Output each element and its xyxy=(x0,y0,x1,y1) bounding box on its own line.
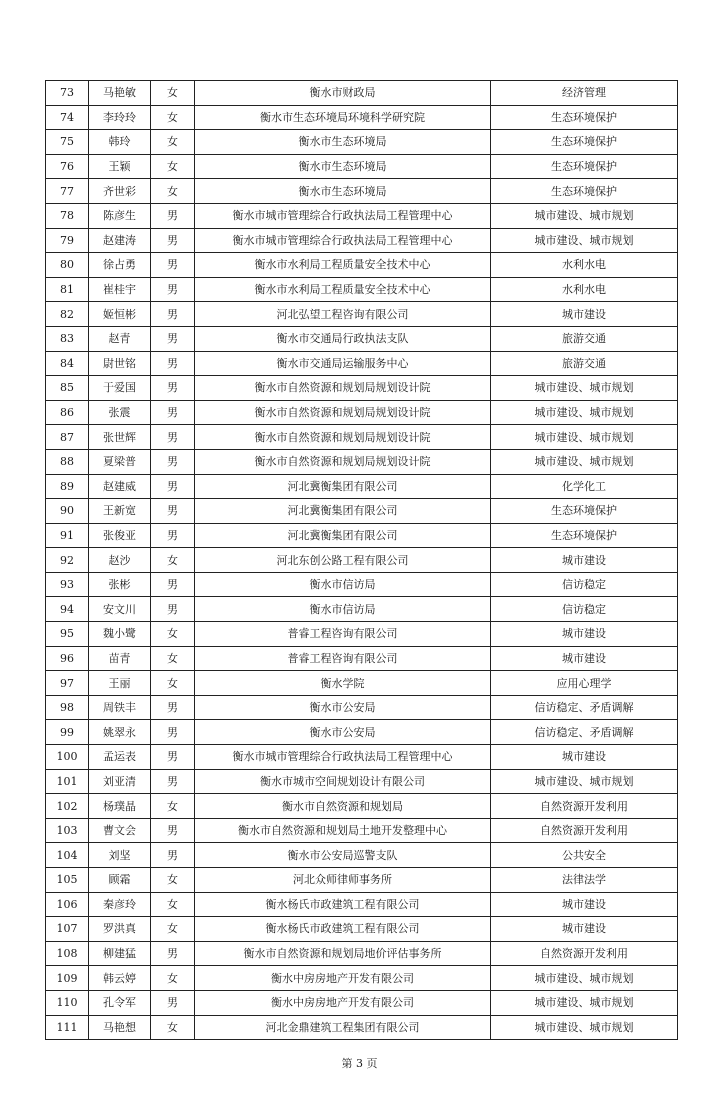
name-cell: 柳建猛 xyxy=(89,941,151,966)
gender-cell: 男 xyxy=(151,572,195,597)
gender-cell: 男 xyxy=(151,745,195,770)
table-row xyxy=(46,966,678,991)
gender-cell: 男 xyxy=(151,941,195,966)
organization-cell: 衡水市生态环境局 xyxy=(195,179,491,204)
name-cell: 尉世铭 xyxy=(89,351,151,376)
specialty-cell: 生态环境保护 xyxy=(491,154,678,179)
gender-cell: 男 xyxy=(151,449,195,474)
name-cell: 孔令军 xyxy=(89,990,151,1015)
organization-cell: 衡水市公安局巡警支队 xyxy=(195,843,491,868)
row-number-cell: 106 xyxy=(46,892,89,917)
specialty-cell: 旅游交通 xyxy=(491,326,678,351)
table-row xyxy=(46,622,678,647)
name-cell: 夏梁普 xyxy=(89,449,151,474)
gender-cell: 男 xyxy=(151,253,195,278)
name-cell: 齐世彩 xyxy=(89,179,151,204)
name-cell: 崔桂宇 xyxy=(89,277,151,302)
specialty-cell: 水利水电 xyxy=(491,277,678,302)
organization-cell: 衡水市财政局 xyxy=(195,81,491,106)
gender-cell: 男 xyxy=(151,990,195,1015)
specialty-cell: 自然资源开发利用 xyxy=(491,818,678,843)
gender-cell: 男 xyxy=(151,843,195,868)
name-cell: 徐占勇 xyxy=(89,253,151,278)
page-number: 第 3 页 xyxy=(341,1057,378,1070)
organization-cell: 衡水市城市管理综合行政执法局工程管理中心 xyxy=(195,203,491,228)
specialty-cell: 城市建设、城市规划 xyxy=(491,228,678,253)
row-number-cell: 81 xyxy=(46,277,89,302)
organization-cell: 衡水市水利局工程质量安全技术中心 xyxy=(195,277,491,302)
row-number-cell: 104 xyxy=(46,843,89,868)
specialty-cell: 城市建设、城市规划 xyxy=(491,400,678,425)
organization-cell: 普睿工程咨询有限公司 xyxy=(195,622,491,647)
organization-cell: 衡水市信访局 xyxy=(195,572,491,597)
organization-cell: 衡水市信访局 xyxy=(195,597,491,622)
specialty-cell: 化学化工 xyxy=(491,474,678,499)
name-cell: 魏小鹭 xyxy=(89,622,151,647)
organization-cell: 衡水市水利局工程质量安全技术中心 xyxy=(195,253,491,278)
table-row xyxy=(46,769,678,794)
specialty-cell: 自然资源开发利用 xyxy=(491,794,678,819)
name-cell: 刘亚清 xyxy=(89,769,151,794)
row-number-cell: 73 xyxy=(46,81,89,106)
specialty-cell: 生态环境保护 xyxy=(491,130,678,155)
table-row xyxy=(46,449,678,474)
specialty-cell: 生态环境保护 xyxy=(491,499,678,524)
table-row xyxy=(46,154,678,179)
organization-cell: 衡水杨氏市政建筑工程有限公司 xyxy=(195,917,491,942)
name-cell: 苗青 xyxy=(89,646,151,671)
gender-cell: 女 xyxy=(151,622,195,647)
row-number-cell: 102 xyxy=(46,794,89,819)
row-number-cell: 111 xyxy=(46,1015,89,1040)
specialty-cell: 经济管理 xyxy=(491,81,678,106)
table-row xyxy=(46,253,678,278)
gender-cell: 男 xyxy=(151,597,195,622)
row-number-cell: 78 xyxy=(46,203,89,228)
table-row xyxy=(46,130,678,155)
name-cell: 安文川 xyxy=(89,597,151,622)
organization-cell: 衡水市城市空间规划设计有限公司 xyxy=(195,769,491,794)
organization-cell: 衡水市自然资源和规划局规划设计院 xyxy=(195,400,491,425)
specialty-cell: 城市建设、城市规划 xyxy=(491,769,678,794)
gender-cell: 男 xyxy=(151,769,195,794)
specialty-cell: 城市建设 xyxy=(491,622,678,647)
name-cell: 张彬 xyxy=(89,572,151,597)
specialty-cell: 城市建设 xyxy=(491,745,678,770)
name-cell: 赵沙 xyxy=(89,548,151,573)
row-number-cell: 79 xyxy=(46,228,89,253)
organization-cell: 衡水市交通局运输服务中心 xyxy=(195,351,491,376)
organization-cell: 衡水市自然资源和规划局 xyxy=(195,794,491,819)
specialty-cell: 应用心理学 xyxy=(491,671,678,696)
row-number-cell: 86 xyxy=(46,400,89,425)
organization-cell: 衡水中房房地产开发有限公司 xyxy=(195,990,491,1015)
row-number-cell: 103 xyxy=(46,818,89,843)
organization-cell: 衡水市自然资源和规划局规划设计院 xyxy=(195,376,491,401)
specialty-cell: 城市建设 xyxy=(491,548,678,573)
table-row xyxy=(46,302,678,327)
organization-cell: 衡水市公安局 xyxy=(195,695,491,720)
specialty-cell: 旅游交通 xyxy=(491,351,678,376)
gender-cell: 男 xyxy=(151,376,195,401)
row-number-cell: 98 xyxy=(46,695,89,720)
table-row xyxy=(46,425,678,450)
name-cell: 刘坚 xyxy=(89,843,151,868)
row-number-cell: 91 xyxy=(46,523,89,548)
gender-cell: 女 xyxy=(151,81,195,106)
row-number-cell: 97 xyxy=(46,671,89,696)
gender-cell: 女 xyxy=(151,868,195,893)
specialty-cell: 自然资源开发利用 xyxy=(491,941,678,966)
gender-cell: 男 xyxy=(151,695,195,720)
gender-cell: 女 xyxy=(151,105,195,130)
gender-cell: 男 xyxy=(151,499,195,524)
specialty-cell: 生态环境保护 xyxy=(491,105,678,130)
row-number-cell: 88 xyxy=(46,449,89,474)
name-cell: 赵建涛 xyxy=(89,228,151,253)
name-cell: 曹文会 xyxy=(89,818,151,843)
gender-cell: 女 xyxy=(151,154,195,179)
organization-cell: 河北众师律师事务所 xyxy=(195,868,491,893)
row-number-cell: 89 xyxy=(46,474,89,499)
organization-cell: 衡水市城市管理综合行政执法局工程管理中心 xyxy=(195,745,491,770)
name-cell: 周铁丰 xyxy=(89,695,151,720)
specialty-cell: 城市建设、城市规划 xyxy=(491,966,678,991)
name-cell: 姚翠永 xyxy=(89,720,151,745)
specialty-cell: 城市建设 xyxy=(491,892,678,917)
organization-cell: 衡水学院 xyxy=(195,671,491,696)
row-number-cell: 110 xyxy=(46,990,89,1015)
specialty-cell: 城市建设、城市规划 xyxy=(491,990,678,1015)
table-row xyxy=(46,843,678,868)
row-number-cell: 99 xyxy=(46,720,89,745)
row-number-cell: 82 xyxy=(46,302,89,327)
gender-cell: 女 xyxy=(151,892,195,917)
specialty-cell: 城市建设、城市规划 xyxy=(491,1015,678,1040)
gender-cell: 男 xyxy=(151,523,195,548)
gender-cell: 男 xyxy=(151,400,195,425)
row-number-cell: 83 xyxy=(46,326,89,351)
name-cell: 李玲玲 xyxy=(89,105,151,130)
table-row xyxy=(46,203,678,228)
table-row xyxy=(46,548,678,573)
table-row xyxy=(46,400,678,425)
table-row xyxy=(46,745,678,770)
organization-cell: 衡水中房房地产开发有限公司 xyxy=(195,966,491,991)
organization-cell: 衡水市公安局 xyxy=(195,720,491,745)
gender-cell: 男 xyxy=(151,277,195,302)
gender-cell: 男 xyxy=(151,302,195,327)
table-row xyxy=(46,1015,678,1040)
specialty-cell: 城市建设、城市规划 xyxy=(491,376,678,401)
specialty-cell: 水利水电 xyxy=(491,253,678,278)
row-number-cell: 90 xyxy=(46,499,89,524)
organization-cell: 衡水市城市管理综合行政执法局工程管理中心 xyxy=(195,228,491,253)
name-cell: 姬恒彬 xyxy=(89,302,151,327)
row-number-cell: 77 xyxy=(46,179,89,204)
table-row xyxy=(46,990,678,1015)
organization-cell: 衡水市生态环境局环境科学研究院 xyxy=(195,105,491,130)
row-number-cell: 105 xyxy=(46,868,89,893)
row-number-cell: 92 xyxy=(46,548,89,573)
row-number-cell: 74 xyxy=(46,105,89,130)
row-number-cell: 75 xyxy=(46,130,89,155)
name-cell: 杨璞晶 xyxy=(89,794,151,819)
specialty-cell: 城市建设 xyxy=(491,302,678,327)
organization-cell: 衡水杨氏市政建筑工程有限公司 xyxy=(195,892,491,917)
specialty-cell: 生态环境保护 xyxy=(491,523,678,548)
specialty-cell: 信访稳定、矛盾调解 xyxy=(491,720,678,745)
table-row xyxy=(46,474,678,499)
specialty-cell: 信访稳定、矛盾调解 xyxy=(491,695,678,720)
table-row xyxy=(46,523,678,548)
row-number-cell: 107 xyxy=(46,917,89,942)
table-row xyxy=(46,105,678,130)
name-cell: 赵建威 xyxy=(89,474,151,499)
specialty-cell: 信访稳定 xyxy=(491,597,678,622)
name-cell: 韩玲 xyxy=(89,130,151,155)
specialty-cell: 法律法学 xyxy=(491,868,678,893)
gender-cell: 女 xyxy=(151,794,195,819)
name-cell: 张震 xyxy=(89,400,151,425)
table-row xyxy=(46,499,678,524)
organization-cell: 衡水市自然资源和规划局规划设计院 xyxy=(195,425,491,450)
name-cell: 王丽 xyxy=(89,671,151,696)
gender-cell: 女 xyxy=(151,671,195,696)
gender-cell: 女 xyxy=(151,917,195,942)
organization-cell: 衡水市自然资源和规划局规划设计院 xyxy=(195,449,491,474)
row-number-cell: 76 xyxy=(46,154,89,179)
row-number-cell: 108 xyxy=(46,941,89,966)
name-cell: 孟运表 xyxy=(89,745,151,770)
table-row xyxy=(46,695,678,720)
table-row xyxy=(46,597,678,622)
organization-cell: 衡水市交通局行政执法支队 xyxy=(195,326,491,351)
row-number-cell: 85 xyxy=(46,376,89,401)
name-cell: 秦彦玲 xyxy=(89,892,151,917)
specialty-cell: 城市建设、城市规划 xyxy=(491,449,678,474)
table-row xyxy=(46,892,678,917)
table-row xyxy=(46,326,678,351)
name-cell: 张世辉 xyxy=(89,425,151,450)
specialty-cell: 公共安全 xyxy=(491,843,678,868)
row-number-cell: 87 xyxy=(46,425,89,450)
name-cell: 张俊亚 xyxy=(89,523,151,548)
row-number-cell: 95 xyxy=(46,622,89,647)
expert-roster-table xyxy=(45,80,678,1040)
specialty-cell: 城市建设、城市规划 xyxy=(491,425,678,450)
organization-cell: 河北金鼎建筑工程集团有限公司 xyxy=(195,1015,491,1040)
gender-cell: 女 xyxy=(151,179,195,204)
organization-cell: 衡水市自然资源和规划局土地开发整理中心 xyxy=(195,818,491,843)
table-row xyxy=(46,720,678,745)
gender-cell: 男 xyxy=(151,474,195,499)
row-number-cell: 96 xyxy=(46,646,89,671)
table-row xyxy=(46,376,678,401)
roster-body xyxy=(46,81,678,1040)
table-row xyxy=(46,228,678,253)
table-row xyxy=(46,818,678,843)
table-row xyxy=(46,917,678,942)
table-row xyxy=(46,868,678,893)
specialty-cell: 信访稳定 xyxy=(491,572,678,597)
name-cell: 韩云婷 xyxy=(89,966,151,991)
table-row xyxy=(46,351,678,376)
organization-cell: 普睿工程咨询有限公司 xyxy=(195,646,491,671)
row-number-cell: 100 xyxy=(46,745,89,770)
organization-cell: 河北冀衡集团有限公司 xyxy=(195,499,491,524)
name-cell: 赵青 xyxy=(89,326,151,351)
gender-cell: 男 xyxy=(151,228,195,253)
gender-cell: 女 xyxy=(151,646,195,671)
gender-cell: 男 xyxy=(151,326,195,351)
gender-cell: 男 xyxy=(151,720,195,745)
specialty-cell: 城市建设、城市规划 xyxy=(491,203,678,228)
organization-cell: 河北弘望工程咨询有限公司 xyxy=(195,302,491,327)
row-number-cell: 109 xyxy=(46,966,89,991)
name-cell: 陈彦生 xyxy=(89,203,151,228)
row-number-cell: 94 xyxy=(46,597,89,622)
name-cell: 马艳想 xyxy=(89,1015,151,1040)
name-cell: 罗洪真 xyxy=(89,917,151,942)
table-row xyxy=(46,572,678,597)
gender-cell: 女 xyxy=(151,1015,195,1040)
organization-cell: 衡水市自然资源和规划局地价评估事务所 xyxy=(195,941,491,966)
organization-cell: 河北冀衡集团有限公司 xyxy=(195,523,491,548)
table-row xyxy=(46,179,678,204)
name-cell: 于爱国 xyxy=(89,376,151,401)
organization-cell: 河北冀衡集团有限公司 xyxy=(195,474,491,499)
gender-cell: 男 xyxy=(151,818,195,843)
gender-cell: 男 xyxy=(151,351,195,376)
table-row xyxy=(46,646,678,671)
table-row xyxy=(46,671,678,696)
table-row xyxy=(46,277,678,302)
row-number-cell: 101 xyxy=(46,769,89,794)
specialty-cell: 城市建设 xyxy=(491,646,678,671)
table-row xyxy=(46,794,678,819)
gender-cell: 男 xyxy=(151,203,195,228)
name-cell: 顾霜 xyxy=(89,868,151,893)
table-row xyxy=(46,81,678,106)
organization-cell: 衡水市生态环境局 xyxy=(195,130,491,155)
row-number-cell: 84 xyxy=(46,351,89,376)
row-number-cell: 80 xyxy=(46,253,89,278)
specialty-cell: 生态环境保护 xyxy=(491,179,678,204)
name-cell: 马艳敏 xyxy=(89,81,151,106)
gender-cell: 女 xyxy=(151,548,195,573)
row-number-cell: 93 xyxy=(46,572,89,597)
table-row xyxy=(46,941,678,966)
gender-cell: 女 xyxy=(151,966,195,991)
gender-cell: 女 xyxy=(151,130,195,155)
name-cell: 王新宽 xyxy=(89,499,151,524)
organization-cell: 衡水市生态环境局 xyxy=(195,154,491,179)
gender-cell: 男 xyxy=(151,425,195,450)
organization-cell: 河北东创公路工程有限公司 xyxy=(195,548,491,573)
name-cell: 王颖 xyxy=(89,154,151,179)
specialty-cell: 城市建设 xyxy=(491,917,678,942)
